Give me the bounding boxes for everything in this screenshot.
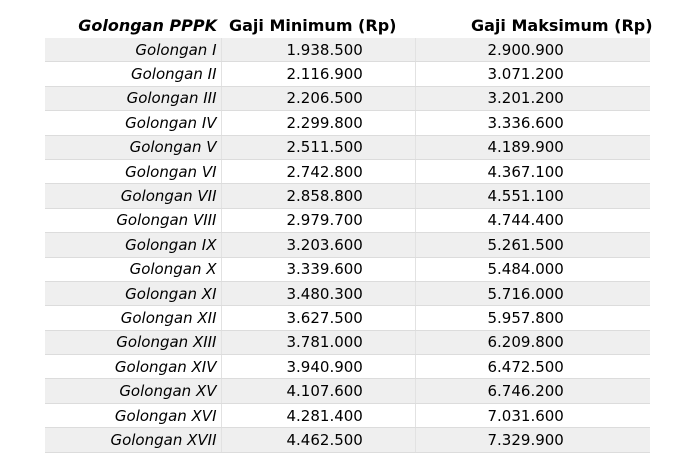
cell-gaji-maksimum: 4.189.900 (415, 135, 650, 159)
cell-gaji-maksimum: 4.367.100 (415, 159, 650, 183)
cell-gaji-maksimum: 5.261.500 (415, 233, 650, 257)
cell-golongan: Golongan V (45, 135, 221, 159)
cell-golongan: Golongan XV (45, 379, 221, 403)
cell-golongan: Golongan I (45, 38, 221, 62)
table-header (45, 13, 653, 38)
table-row (45, 38, 650, 62)
table-row (45, 159, 650, 183)
table-row (45, 428, 650, 452)
cell-gaji-maksimum: 5.716.000 (415, 281, 650, 305)
cell-golongan: Golongan IX (45, 233, 221, 257)
cell-golongan: Golongan XVI (45, 403, 221, 427)
cell-gaji-minimum: 2.742.800 (221, 159, 415, 183)
header-gaji-minimum: Gaji Minimum (Rp) (221, 13, 415, 38)
table-row (45, 111, 650, 135)
table-row (45, 184, 650, 208)
cell-gaji-maksimum: 7.329.900 (415, 428, 650, 452)
header-gaji-maksimum: Gaji Maksimum (Rp) (415, 13, 650, 38)
cell-golongan: Golongan VIII (45, 208, 221, 232)
table-row (45, 135, 650, 159)
cell-golongan: Golongan III (45, 86, 221, 110)
salary-table (45, 13, 653, 453)
cell-gaji-maksimum: 6.746.200 (415, 379, 650, 403)
cell-golongan: Golongan XIII (45, 330, 221, 354)
cell-golongan: Golongan XVII (45, 428, 221, 452)
cell-gaji-minimum: 2.979.700 (221, 208, 415, 232)
cell-gaji-maksimum: 5.957.800 (415, 306, 650, 330)
cell-gaji-minimum: 3.203.600 (221, 233, 415, 257)
salary-table-container (45, 13, 653, 453)
cell-gaji-minimum: 3.339.600 (221, 257, 415, 281)
cell-gaji-minimum: 2.116.900 (221, 62, 415, 86)
cell-gaji-maksimum: 3.336.600 (415, 111, 650, 135)
cell-gaji-minimum: 3.480.300 (221, 281, 415, 305)
table-row (45, 257, 650, 281)
cell-gaji-minimum: 1.938.500 (221, 38, 415, 62)
cell-golongan: Golongan IV (45, 111, 221, 135)
table-row (45, 379, 650, 403)
table-row (45, 233, 650, 257)
table-row (45, 208, 650, 232)
table-row (45, 306, 650, 330)
cell-gaji-maksimum: 6.472.500 (415, 355, 650, 379)
table-row (45, 403, 650, 427)
cell-gaji-minimum: 3.627.500 (221, 306, 415, 330)
table-body (45, 38, 650, 452)
cell-gaji-minimum: 3.940.900 (221, 355, 415, 379)
table-row (45, 281, 650, 305)
cell-gaji-maksimum: 2.900.900 (415, 38, 650, 62)
table-row (45, 330, 650, 354)
cell-gaji-maksimum: 4.551.100 (415, 184, 650, 208)
cell-gaji-maksimum: 6.209.800 (415, 330, 650, 354)
cell-golongan: Golongan II (45, 62, 221, 86)
cell-gaji-minimum: 4.107.600 (221, 379, 415, 403)
table-row (45, 355, 650, 379)
header-row (45, 13, 650, 38)
cell-gaji-maksimum: 5.484.000 (415, 257, 650, 281)
cell-gaji-maksimum: 4.744.400 (415, 208, 650, 232)
cell-golongan: Golongan VI (45, 159, 221, 183)
cell-golongan: Golongan XII (45, 306, 221, 330)
table-row (45, 86, 650, 110)
cell-golongan: Golongan XIV (45, 355, 221, 379)
cell-gaji-minimum: 4.462.500 (221, 428, 415, 452)
table-row (45, 62, 650, 86)
cell-gaji-minimum: 2.511.500 (221, 135, 415, 159)
cell-gaji-minimum: 2.299.800 (221, 111, 415, 135)
cell-gaji-minimum: 2.206.500 (221, 86, 415, 110)
cell-golongan: Golongan X (45, 257, 221, 281)
cell-gaji-maksimum: 7.031.600 (415, 403, 650, 427)
header-golongan: Golongan PPPK (45, 13, 221, 38)
cell-golongan: Golongan XI (45, 281, 221, 305)
cell-gaji-minimum: 3.781.000 (221, 330, 415, 354)
cell-gaji-maksimum: 3.071.200 (415, 62, 650, 86)
cell-golongan: Golongan VII (45, 184, 221, 208)
cell-gaji-minimum: 4.281.400 (221, 403, 415, 427)
cell-gaji-minimum: 2.858.800 (221, 184, 415, 208)
cell-gaji-maksimum: 3.201.200 (415, 86, 650, 110)
